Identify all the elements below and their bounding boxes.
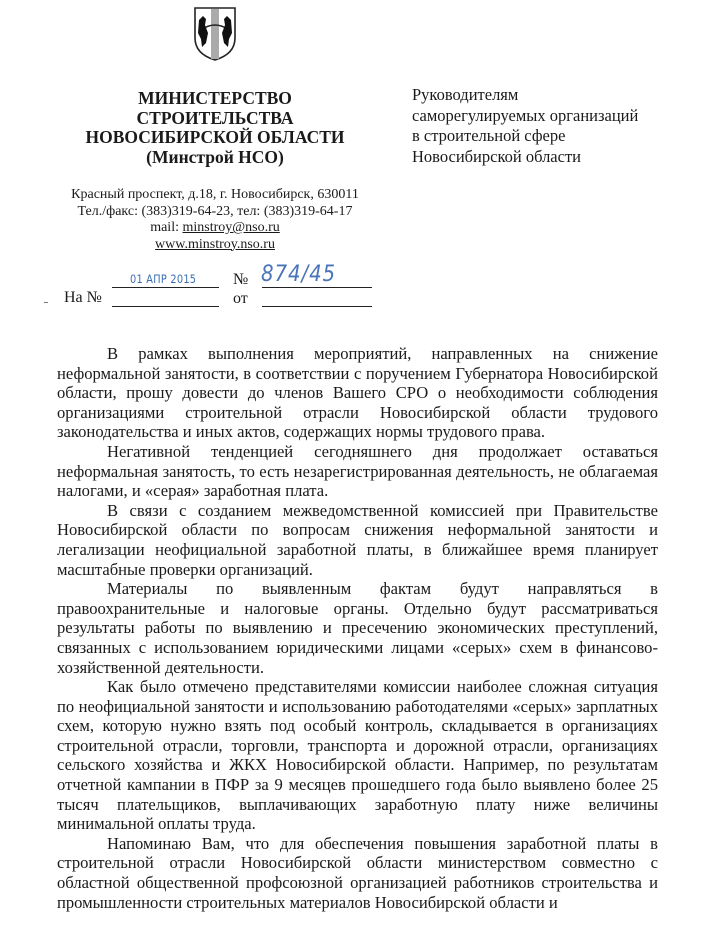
from-line	[262, 306, 372, 307]
number-label: №	[233, 271, 249, 288]
email-row	[50, 220, 380, 237]
recipient-line: Руководителям	[412, 85, 519, 104]
phone-numbers: Тел./факс: (383)319-64-23, тел: (383)319-64-17	[77, 203, 353, 219]
paragraph: Материалы по выявленным фактам будут направляться в правоохранительные и налоговые органы. Отдельно будут рассматриваться результаты работы по выявлению и пресечению экономических преступлений, связанных с использованием юридическими лицами «серых» схем в финансово-хозяйственной деятельности.	[57, 579, 658, 677]
recipient-block	[412, 85, 692, 167]
organization-name	[60, 89, 370, 167]
ref-line	[112, 306, 219, 307]
date-stamp: 01 АПР 2015	[130, 272, 197, 286]
margin-mark	[44, 302, 48, 303]
paragraph: Как было отмечено представителями комиссии наиболее сложная ситуация по неофициальной занятости и использованию работодателями «серых» зарплатных схем, которую нужно взять под особый контроль, складывается в организациях строительной отрасли, торговли, транспорта и дорожной отрасли, организациях сельского хозяйства и ЖКХ Новосибирской области. Например, по результатам отчетной кампании в ПФР за 9 месяцев прошедшего года было выявлено более 25 тысяч плательщиков, выплачивающих заработную плату ниже величины минимальной оплаты труда.	[57, 677, 658, 834]
org-line: СТРОИТЕЛЬСТВА	[136, 107, 294, 128]
handwritten-number: 874/45	[261, 262, 337, 287]
coat-of-arms-icon	[189, 4, 241, 62]
number-line	[262, 287, 372, 288]
date-line	[112, 287, 219, 288]
from-label: от	[233, 290, 248, 307]
letter-body	[57, 344, 658, 912]
mail-label: mail:	[150, 220, 183, 235]
street-address: Красный проспект, д.18, г. Новосибирск, 630011	[71, 187, 359, 202]
org-line: (Минстрой НСО)	[146, 146, 284, 167]
ref-label: На №	[64, 289, 102, 306]
paragraph: Негативной тенденцией сегодняшнего дня продолжает оставаться неформальная занятость, то есть незарегистрированная деятельность, не облагаемая налогами, и «серая» заработная плата.	[57, 441, 658, 501]
org-line: МИНИСТЕРСТВО	[138, 88, 292, 108]
recipient-line: саморегулируемых организаций	[412, 105, 639, 125]
website-link[interactable]: www.minstroy.nso.ru	[155, 236, 275, 252]
paragraph: Напоминаю Вам, что для обеспечения повышения заработной платы в строительной отрасли Новосибирской области министерством совместно с областной общественной профсоюзной организацией работников строительства и промышленности строительных материалов Новосибирской области и	[57, 833, 658, 912]
address-block	[50, 187, 380, 253]
paragraph: В связи с созданием межведомственной комиссией при Правительстве Новосибирской области по вопросам снижения неформальной занятости и легализации неофициальной заработной платы, в ближайшее время планирует масштабные проверки организаций.	[57, 500, 658, 579]
org-line: НОВОСИБИРСКОЙ ОБЛАСТИ	[85, 127, 345, 147]
recipient-line: в строительной сфере	[412, 126, 566, 145]
paragraph: В рамках выполнения мероприятий, направленных на снижение неформальной занятости, в соответствии с поручением Губернатора Новосибирской области, прошу довести до членов Вашего СРО о необходимости соблюдения организациями строительной отрасли Новосибирской области трудового законодательства и иных актов, содержащих нормы трудового права.	[57, 344, 658, 442]
recipient-line: Новосибирской области	[412, 146, 581, 166]
email-link[interactable]: minstroy@nso.ru	[182, 220, 280, 235]
